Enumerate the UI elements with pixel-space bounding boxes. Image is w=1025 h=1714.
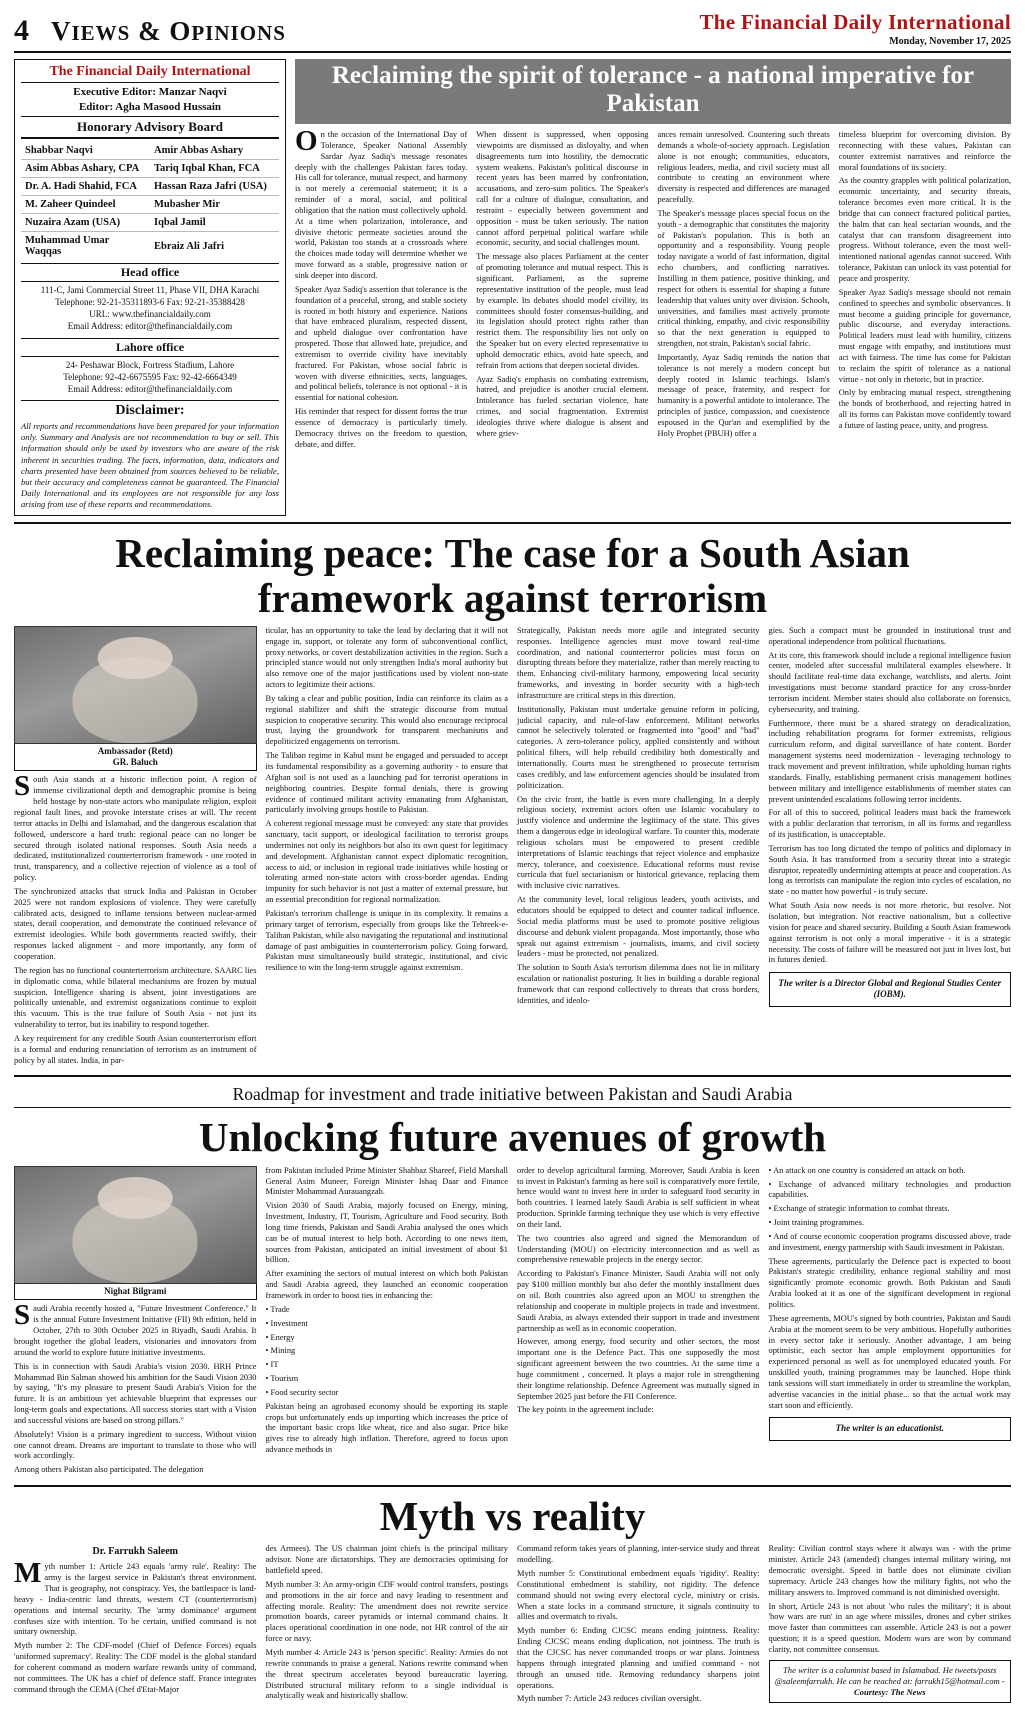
lead-article-column-4: timeless blueprint for overcoming division. By reconnecting with these values, Pakistan can counter extremist narratives and reinforce the moral foundations of its society. As the country grapples with political polarization, economic uncertainty, and security threats, tolerance becomes even more critical. It is the bridge that can connect fractured political parties, the balm that can heal sectarian wounds, and the catalyst that can transform disagreement into progress. Without tolerance, even the most well-intentioned national agendas cannot succeed. With tolerance, Pakistan can unlock its vast potential for peace and prosperity. Speaker Ayaz Sadiq's message should not remain confined to speeches and symbolic observances. It must become a guiding principle for governance, public discourse, and everyday interactions. Political leaders must lead with humility, citizens must engage with empathy, and institutions must act with fairness. The time has come for Pakistan to reclaim the spirit of tolerance as a national virtue - not only in rhetoric, but in practice. Only by embracing mutual respect, strengthening the bonds of brotherhood, and rejecting hatred in all its forms can Pakistan move confidently toward a future of lasting peace, unity, and progress. bbox=[838, 130, 1011, 430]
board-member: Iqbal Jamil bbox=[150, 214, 279, 232]
board-member: Muhammad Umar Waqqas bbox=[25, 235, 110, 257]
courtesy-text: -Courtesy: The News bbox=[853, 1676, 1005, 1698]
article2-column-1 bbox=[14, 626, 257, 1070]
section-title: VIEWS & OPINIONS bbox=[51, 16, 286, 46]
imprint-title: The Financial Daily International bbox=[21, 64, 279, 83]
article3-column-2: from Pakistan included Prime Minister Shahbaz Shareef, Field Marshall General Asim Muneer, Foreign Minister Ishaq Daar and Finance Minister Mohammad Aurauangzab. Vision 2030 of Saudi Arabia, majorly focused on Energy, mining, Investment, Industry, IT, Tourism, Agriculture and Food security. Both long time friends, Pakistan and Saudi Arabia analysed the ones which can be of mutual interest to help both. According to one news item, sources from Pakistan, anticipated an initial investment of about $1 billion. After examining the sectors of mutual interest on which both Pakistan and Saudi Arabia agreed, they launched an economic cooperation framework in order to boost ties in enhancing the: • Trade • Investment • Energy • Mining • IT • Tourism • Food security sector Pakistan being an agrobased economy should be exporting its staple crops but unfortunately ends up importing which increases the price of the important basic crops like wheat, rice and also sugar. Price hike gives rise to already high inflation. Therefore, agreed to focus upon advance methods in bbox=[265, 1165, 508, 1455]
page-masthead bbox=[14, 10, 1011, 53]
board-member: Nuzaira Azam (USA) bbox=[21, 214, 150, 232]
table-row bbox=[21, 232, 279, 261]
article2-column-2: ticular, has an opportunity to take the lead by declaring that it will not engage in, support, or tolerate any form of subconventional conflict, proxy networks, or covert destabilization activities in the region. Such a principled stance would not only strengthen India's moral authority but also remove one of the major justifications used by violent non-state actors to legitimize their actions. By taking a clear and public position, India can reinforce its claim as a regional stabilizer and shift the strategic discourse from mutual suspicion to cooperative security. This would also encourage reciprocal trust, laying the groundwork for transparent mechanisms and depoliticized engagements on terrorism. The Taliban regime in Kabul must be engaged and persuaded to accept its fundamental responsibility as a governing authority - to ensure that Afghan soil is not used as a launching pad for terrorist operations in neighboring countries. Despite formal denials, there is growing evidence of continued militant activity emanating from Afghanistan, particularly involving groups hostile to Pakistan. A coherent regional message must be conveyed: any state that provides sanctuary, tacit support, or ideological facilitation to terrorist groups undermines not only its neighbors but also its own quest for legitimacy and development. Afghanistan cannot expect diplomatic recognition, access to aid, or inclusion in regional trade initiatives while hosting or tolerating armed non-state actors with cross-border agendas. Ending impunity for such behavior is not just a matter of external pressure, but an essential precondition for regional normalization. Pakistan's terrorism challenge is unique in its complexity. It remains a primary target of terrorism, especially from groups like the Tehreek-e-Taliban Pakistan, while also navigating the reputational and institutional damage of past ambiguities in counterterrorism policy. Going forward, Pakistan must simultaneously build strategic, institutional, and civic resilience to win the long-term struggle against extremism. bbox=[265, 625, 508, 973]
writer-note-text: The writer is a columnist based in Islamabad. He tweets/posts @saleemfarrukh. He can be reached at: farrukh15@hotmail.com bbox=[774, 1664, 1000, 1687]
article3-column-1 bbox=[14, 1166, 257, 1479]
article3-writer-note: The writer is an educationist. bbox=[769, 1417, 1012, 1440]
advisory-board-table bbox=[21, 142, 279, 260]
table-row bbox=[21, 142, 279, 160]
author-photo bbox=[14, 1166, 257, 1284]
article2-writer-note: The writer is a Director Global and Regional Studies Center (IOBM). bbox=[769, 972, 1012, 1007]
author-photo bbox=[14, 626, 257, 744]
table-row bbox=[21, 214, 279, 232]
article4-text-4: Reality: Civilian control stays where it always was - with the prime minister. Article 243 (amended) changes internal military wiring, not democratic oversight. Speed in battle does not eliminate civilian supremacy. Article 243 changes how the military fights, not who the military answers to. Improved command is not diminished oversight. In short, Article 243 is not about 'who rules the military'; it is about 'how wars are run' in an age where missiles, drones and cyber strikes move faster than committees can assemble. Article 243 is not a power question; it is a speed question. Modern wars are won by command clarity, not committee consensus. bbox=[768, 1544, 1011, 1654]
board-member: Amir Abbas Ashary bbox=[150, 142, 279, 160]
divider bbox=[14, 522, 1011, 524]
board-member: Asim Abbas Ashary, CPA bbox=[21, 160, 150, 178]
article2-column-3: Strategically, Pakistan needs more agile and integrated security responses. Intelligence agencies must move toward real-time coordination, and national counterterror policies must focus on disrupting threats before they materialize, rather than merely reacting to them. Enhancing civil-military harmony, empowering local security frameworks, and investing in border security with a high-tech infrastructure are critical steps in this direction. Institutionally, Pakistan must undertake genuine reform in policing, judicial capacity, and rule-of-law enforcement. Militant networks cannot be selectively tolerated or fragmented into "good" and "bad" categories. A zero-tolerance policy, applied consistently and without political filters, will help rebuild credibility both domestically and internationally. Courts must be strengthened to prosecute terrorism cases credibly, and law enforcement agencies should be insulated from politicization. On the civic front, the battle is even more challenging. In a deeply religious society, extremist actors often use Islamic vocabulary to justify violence and undermine the legitimacy of the state. This gives them a dangerous edge in ideological warfare. To counter this, moderate religious scholars must be empowered to present credible interpretations of Islamic teachings that reject violence and emphasize mercy, tolerance, and coexistence. Educational reforms must revise curricula that fuel sectarianism or historical grievance, replacing them with inclusive civic narratives. At the community level, local religious leaders, youth activists, and educators should be equipped to detect and counter radical influence. Social media platforms must be used to promote positive religious discourse and debunk violent propaganda. Most importantly, those who speak out against extremism - journalists, imams, and civil society leaders - must be protected, not penalized. The solution to South Asia's terrorism dilemma does not lie in military escalation or nationalist posturing. It lies in building a durable regional framework that can respond collectively to threats that cross borders, identities, and ideolo- bbox=[517, 625, 760, 1005]
article4-writer-note bbox=[769, 1660, 1012, 1704]
lead-article-headline: Reclaiming the spirit of tolerance - a national imperative for Pakistan bbox=[295, 59, 1011, 124]
article-myth-vs-reality bbox=[14, 1494, 1011, 1708]
table-row bbox=[21, 178, 279, 196]
table-row bbox=[21, 160, 279, 178]
lahore-office-details: 24- Peshawar Block, Fortress Stadium, Lahore Telephone: 92-42-6675595 Fax: 92-42-6664349 Email Address: editor@thefinancialdaily.com bbox=[63, 359, 237, 394]
head-office-heading: Head office bbox=[21, 263, 279, 282]
article3-text-4: • An attack on one country is considered an attack on both. • Exchange of advanced military technologies and production capabilities. • Exchange of strategic information to combat threats. • Joint training programmes. • And of course economic cooperation programs discussed above, trade and investment, energy partnership with Saudi investment in Pakistan. These agreements, particularly the Defence pact is expected to boost Pakistan's strategic credibility, enhance regional stability and most significantly promote economic growth. Both Pakistan and Saudi Arabia looked at it as one of the significant development in regional politics. These agreements, MOU's signed by both countries, Pakistan and Saudi Arabia at the moment seem to be very ambitious. Hopefully authorities in every sector take it seriously. Another advantage, I am being optimistic, each sector has ample employment opportunities for experienced personal as well as for unemployed educated youth. For unskilled youth, training programmes may be launched. Hope think tank sessions will start immediately in order to streamline the workplan, advertise vacancies in the initial phase... so that the actual work may start soon and efficiently. bbox=[768, 1165, 1011, 1410]
board-member: Dr. A. Hadi Shahid, FCA bbox=[21, 178, 150, 196]
article4-column-2: des Armees). The US chairman joint chiefs is the principal military advisor. None are dictatorships. They are democracies optimising for battlefield speed. Myth number 3: An army-origin CDF would control transfers, postings and promotions in the air force and navy leading to resentment and affecting morale. Reality: The amendment does not rewrite service promotion boards, career pyramids or internal command chains. It places operational coordination in one node, not HR control of the air force or navy. Myth number 4: Article 243 is 'person specific'. Reality: Armies do not rewrite commands to praise a general. Nations rewrite command when the threat spectrum accelerates beyond bureaucratic layering. Distributed structural military reform to a single individual is analytically weak and historically shallow. bbox=[265, 1544, 508, 1701]
article3-column-3: order to develop agricultural farming. Moreover, Saudi Arabia is keen to invest in Pakistan's farming as here soil is comparatively more fertile, hence would want to invest here in order to safeguard food security in both countries. I learned lately Saudi Arabia is self sufficient in wheat production. Sprinkle farming technique they use which is very effective on their land. The two countries also agreed and signed the Memorandum of Understanding (MOU) on electricity interconnection and as well as comprehensive renewable projects in the energy sector. According to Pakistan's Finance Minister, Saudi Arabia will not only pay $100 million monthly but also defer the monthly installment dues on oil. Both countries also agreed upon an MOU to strengthen the relationship and cooperate in multiple projects in trade and investment. Saudi Arabia, as always extended their support in trade and investment partnership as well as in economic cooperation. However, among energy, food security and other sectors, the most important one is the Defence Pact. This one supposedly the most significant agreement between the two countries. At the same time a huge commitment , concerned. It plays a major role in strengthening their longtime relationship. Defence Agreement was mutually signed in September 2025 just before the FII Conference. The key points in the agreement include: bbox=[517, 1165, 760, 1415]
article4-column-3: Command reform takes years of planning, inter-service study and threat modelling. Myth number 5: Constitutional embedment equals 'rigidity'. Reality: Constitutional embedment is stability, not rigidity. The defence command should not swing every electoral cycle, ministry or crisis. When a state locks in a command structure, it signals continuity to allies and overmatch to rivals. Myth number 6: Ending CJCSC means ending jointness. Reality: Ending CJCSC means ending duplication, not jointness. The truth is that the CJCSC has never commanded troops or war plans. Jointness happens through integrated planning and unified command - not through an unused title. Removing redundancy sharpens joint operations. Myth number 7: Article 243 reduces civilian oversight. bbox=[517, 1544, 760, 1704]
article4-column-4 bbox=[769, 1544, 1012, 1708]
article2-column-4 bbox=[769, 626, 1012, 1070]
lead-article-column-2: When dissent is suppressed, when opposing viewpoints are dismissed as disloyalty, and when disagreements turn into hostility, the democratic system weakens. Pakistan's political discourse in recent years has been marred by confrontation, accusations, and zero-sum politics. The Speaker's call for a culture of dialogue, consultation, and restraint - especially between government and opposition - must be taken seriously. The nation cannot afford perpetual political warfare while economic, security, and social challenges mount. The message also places Parliament at the center of promoting tolerance and mutual respect. This is significant. Parliament, as the supreme representative institution of the people, must lead by example. Its debates should model civility, its committees should foster consensus-building, and its legislation should protect rights rather than restrict them. The responsibility lies not only on the Speaker but on every elected representative to uphold democratic ethics, avoid hate speech, and refrain from actions that deepen societal divides. Ayaz Sadiq's emphasis on combating extremism, hatred, and prejudice is another crucial element. Intolerance has fueled sectarian violence, hate crimes, and social fragmentation. Extremist ideologies thrive where dialogue is absent and where griev- bbox=[476, 130, 649, 438]
divider bbox=[14, 1075, 1011, 1077]
article2-text-1: South Asia stands at a historic inflection point. A region of immense civilizational depth and demographic promise is being held hostage by non-state actors who manipulate religion, exploit regional fault lines, and provoke interstate crises at will. The recent terror attacks in Delhi and Islamabad, and the dangerous escalation that followed, underscore a hard truth: regional peace can no longer be secured through isolated national responses. South Asia needs a dedicated, institutionalized counterterrorism framework - one rooted in trust, transparency, and a collective rejection of violence as a tool of policy. The synchronized attacks that struck India and Pakistan in October 2025 were not random explosions of violence. They were carefully calibrated acts, designed to inflame tensions between nuclear-armed states, derail cooperation, and demonstrate the continued relevance of extremist ideologies. While both governments reacted swiftly, their responses lacked alignment - and more importantly, any form of cooperation. The region has no functional counterterrorism architecture. SAARC lies in diplomatic coma, while bilateral mechanisms are frozen by mutual suspicion. Intelligence sharing is absent, joint investigations are politically untenable, and extremist organizations continue to exploit this vacuum. This is the true failure of South Asia - not just its vulnerability to terror, but its inability to respond together. A key requirement for any credible South Asian counterterrorism effort is a formal and enduring renunciation of terrorism as an instrument of policy by all states. India, in par- bbox=[14, 770, 257, 1065]
article3-kicker: Roadmap for investment and trade initiative between Pakistan and Saudi Arabia bbox=[14, 1084, 1011, 1108]
article-pakistan-saudi bbox=[14, 1084, 1011, 1479]
lead-article bbox=[295, 59, 1011, 516]
imprint-box bbox=[14, 59, 286, 516]
board-member: Mubasher Mir bbox=[150, 196, 279, 214]
article3-column-4 bbox=[769, 1166, 1012, 1479]
board-member: Ebraiz Ali Jafri bbox=[154, 240, 224, 252]
author-photo-block bbox=[14, 1166, 257, 1301]
article4-text-1: Myth number 1: Article 243 equals 'army rule'. Reality: The army is the largest service in Pakistan's threat environment. That is geography, not conspiracy. Yes, the battlespace is land-heavy - India-centric land threats, western CT (counterterrorism) operations and internal security. The 'army dominance' argument confuses size with intention. To be certain, unified command is not unitary ownership. Myth number 2: The CDF-model (Chief of Defence Forces) equals 'uniformed supremacy'. Reality: The CDF model is the global standard for coherent command as modern warfare rewards unity of command, not committees. The UK has a chief of defence staff. France integrates command through the CEMA (Chef d'Etat-Major bbox=[14, 1557, 257, 1694]
author-caption: Ambassador (Retd) GR. Baluch bbox=[14, 744, 257, 772]
page-number: 4 bbox=[14, 14, 29, 47]
article4-column-1 bbox=[14, 1544, 257, 1708]
disclaimer-heading: Disclaimer: bbox=[21, 400, 279, 419]
article3-headline: Unlocking future avenues of growth bbox=[198, 1114, 827, 1161]
lead-article-column-3: ances remain unresolved. Countering such threats demands a whole-of-society approach. Legislation alone is not enough; communities, educators, religious leaders, media, and civil society must all contribute to creating an environment where diversity is respected and differences are managed peacefully. The Speaker's message places special focus on the youth - a demographic that constitutes the majority of Pakistan's population. This is both an opportunity and a responsibility. Young people today navigate a world of fast information, digital echo chambers, and conflicting narratives. Instilling in them patience, positive thinking, and respect for others is essential for shaping a future leadership that values unity over division. Schools, universities, and families must actively promote critical thinking, empathy, and civic responsibility so that the next generation is equipped to strengthen, not strain, Pakistan's social fabric. Importantly, Ayaz Sadiq reminds the nation that tolerance is not merely a modern concept but deeply rooted in Islamic teachings. Islam's message of peace, fraternity, and respect for humanity is a powerful antidote to intolerance. The principles of justice, compassion, and coexistence espoused in the Qur'an and exemplified by the Holy Prophet (PBUH) offer a bbox=[657, 130, 830, 438]
table-row bbox=[21, 196, 279, 214]
editor: Editor: Agha Masood Hussain bbox=[78, 101, 222, 113]
author-caption: Nighat Bilgrami bbox=[14, 1284, 257, 1301]
divider bbox=[14, 1485, 1011, 1487]
article2-text-4: gies. Such a compact must be grounded in institutional trust and operational independence from political fluctuations. At its core, this framework should include a regional intelligence fusion center, modeled after successful multilateral examples elsewhere. It should facilitate real-time data exchange, watchlists, and alerts. Joint investigations must become standard practice for any cross-border terrorism incident. Member states should also collaborate on forensics, cybersecurity, and training. Furthermore, there must be a shared strategy on deradicalization, including rehabilitation programs for former extremists, religious curriculum reform, and digital surveillance of hate content. Border management systems need modernization - leveraging technology to track movement and prevent infiltration, while upholding human rights standards. Finally, establishing permanent crisis management hotlines between military and intelligence establishments of member states can prevent unintended escalations following terror incidents. For all of this to succeed, political leaders must back the framework with a public declaration that terrorism, in all its forms and regardless of its justification, is unacceptable. Terrorism has too long dictated the tempo of politics and diplomacy in South Asia. It has transformed from a security threat into a strategic disruptor, repeatedly undermining attempts at peace and cooperation. As long as terrorists can manipulate the region into cycles of escalation, no state - no matter how powerful - is truly secure. What South Asia now needs is not more rhetoric, but resolve. Not isolation, but integration. Not reactive nationalism, but a collective vision for peace and shared security. Building a South Asian framework against terrorism is not only a moral imperative - it is a strategic necessity. The costs of failure will be measured not just in lives lost, but in futures denied. bbox=[768, 625, 1011, 965]
article4-headline: Myth vs reality bbox=[379, 1493, 646, 1540]
board-member: Hassan Raza Jafri (USA) bbox=[150, 178, 279, 196]
article4-byline: Dr. Farrukh Saleem bbox=[92, 1546, 178, 1558]
executive-editor: Executive Editor: Manzar Naqvi bbox=[73, 86, 227, 98]
lahore-office-heading: Lahore office bbox=[21, 338, 279, 357]
board-member: M. Zaheer Quindeel bbox=[21, 196, 150, 214]
article2-headline: Reclaiming peace: The case for a South Asian framework against terrorism bbox=[115, 530, 910, 621]
head-office-details: 111-C, Jami Commercial Street 11, Phase VII, DHA Karachi Telephone: 92-21-35311893-6 Fax: 92-21-35388428 URL: www.thefinancialdaily.com Email Address: editor@thefinancialdaily.com bbox=[40, 285, 260, 332]
publication-date: Monday, November 17, 2025 bbox=[889, 36, 1011, 47]
lead-article-column-1: On the occasion of the International Day of Tolerance, Speaker National Assembly Sardar Ayaz Sadiq's message resonates deeply with the challenges Pakistan faces today. His call for tolerance, mutual respect, and harmony is not merely a ceremonial statement; it is a reminder of a moral, social, and political obligation that the nation must collectively uphold. At a time when polarization, intolerance, and divisive rhetoric permeate societies around the world, Pakistan too stands at a crossroads where the choices made today will determine whether we move forward as a stable, progressive nation or sink deeper into discord. Speaker Ayaz Sadiq's assertion that tolerance is the foundation of a peaceful, strong, and stable society is rooted in both history and experience. Nations that have embraced pluralism, respected dissent, and upheld dialogue over confrontation have prospered. Those that allowed hate, prejudice, and extremism to override civility have inevitably fractured. For Pakistan, whose social fabric is woven with diverse ethnicities, sects, languages, and political beliefs, tolerance is not optional - it is essential for national cohesion. His reminder that respect for dissent forms the true essence of democracy is particularly timely. Democracy thrives on the freedom to question, debate, and differ. bbox=[295, 125, 468, 449]
author-photo-block bbox=[14, 626, 257, 772]
board-member: Tariq Iqbal Khan, FCA bbox=[150, 160, 279, 178]
board-member: Shabbar Naqvi bbox=[21, 142, 150, 160]
advisory-board-heading: Honorary Advisory Board bbox=[21, 116, 279, 139]
article3-text-1: Saudi Arabia recently hosted a, "Future Investment Conference." It is the annual Future Investment Initiative (FII) 9th edition, held in October, 27th to 30th October 2025 in Riyadh, Saudi Arabia. It brought together the global leaders, visionaries and innovators from around the world to explore future initiative investments. This is in connection with Saudi Arabia's vision 2030. HRH Prince Mohammad Bin Salman showed his ambition for the Saudi Vision 2030 by saying, "It's my pleasure to present Saudi Arabia's Vision for the future. It is an ambitious yet achievable blueprint that expresses our long-term goals and expectations. All success stories start with a Vision and successful visions are based on strong pillars." Absolutely! Vision is a primary ingredient to success. Without vision one cannot dream. Dreams are important to translate to those who will work accordingly. Among others Pakistan also participated. The delegation bbox=[14, 1299, 257, 1475]
disclaimer-text: All reports and recommendations have been prepared for your information only. Summary and Analysis are not recommendation to buy or sell. This information should only be used by investors who are aware of the risk inherent in securities trading. The facts, information, data, indicators and charts presented have been obtained from sources believed to be reliable, but their accuracy and completeness cannot be guaranteed. The Financial Daily International and its employees are not responsible for any loss arising from use of these reports and recommendations. bbox=[21, 420, 279, 510]
publication-title: The Financial Daily International bbox=[699, 10, 1011, 34]
article-south-asia-framework bbox=[14, 531, 1011, 1069]
